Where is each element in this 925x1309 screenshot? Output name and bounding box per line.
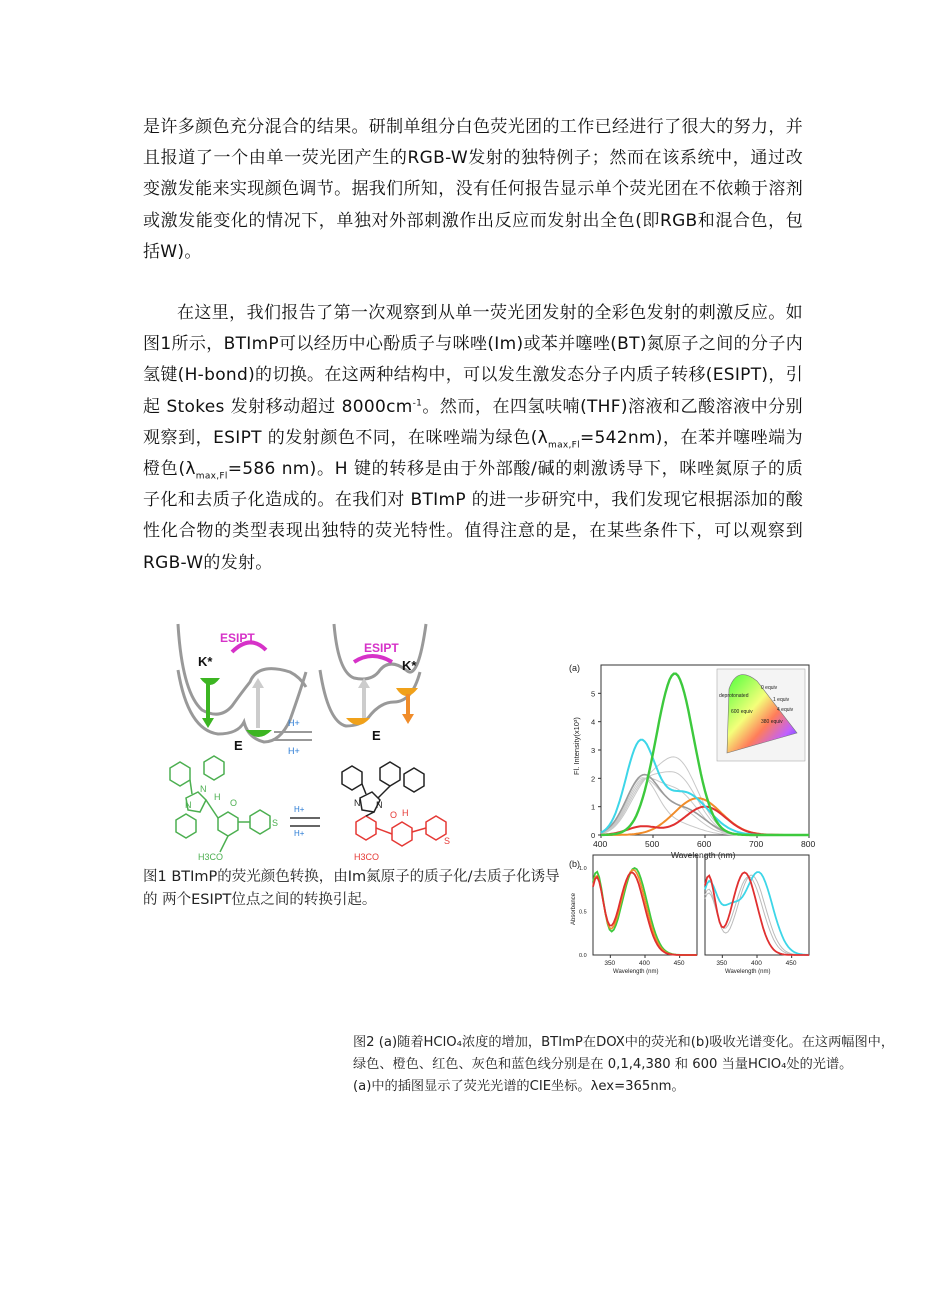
red-atom-o: O — [390, 810, 398, 820]
panel-a-ytick-label: 4 — [591, 717, 596, 727]
panel-b-ytick-label: 0.5 — [579, 909, 587, 916]
right-kstar-label: K* — [402, 658, 417, 673]
panel-a-ytick-label: 5 — [591, 689, 596, 699]
panel-a-xtick-label: 500 — [645, 839, 660, 849]
red-atom-n2: N — [376, 800, 383, 810]
figure-1-caption: 图1 BTImP的荧光颜色转换，由Im氮原子的质子化/去质子化诱导的 两个ESIPT位点之间的转换引起。 — [143, 869, 560, 908]
green-atom-s: S — [272, 818, 279, 828]
right-e-label: E — [372, 728, 381, 743]
right-esipt-arrow — [354, 656, 392, 662]
panel-b-xtick-label: 450 — [673, 960, 685, 967]
panel-a-label: (a) — [569, 663, 580, 673]
cie-label-0equiv: 0 equiv — [761, 685, 778, 691]
structure-proton-top: H+ — [294, 805, 305, 814]
panel-b-xtick-label: 350 — [716, 960, 728, 967]
paragraph-1: 是许多颜色充分混合的结果。研制单组分白色荧光团的工作已经进行了很大的努力，并且报道了一个由单一荧光团产生的RGB-W发射的独特例子；然而在该系统中，通过改变激发能来实现颜色调节。据我们所知，没有任何报告显示单个荧光团在不依赖于溶剂或激发能变化的情况下，单独对外部刺激作出反应而发射出全色(即RGB和混合色，包括W)。 — [143, 117, 803, 262]
panel-a-ytick-label: 1 — [591, 802, 596, 812]
green-atom-h: H — [214, 792, 221, 802]
panel-a-xtick-label: 400 — [593, 839, 608, 849]
right-orange-arrowhead — [402, 714, 414, 724]
panel-b-xtick-label: 450 — [785, 960, 797, 967]
green-atom-n1: N — [200, 784, 207, 794]
panel-b-xlabel: Wavelength (nm) — [613, 969, 659, 975]
red-structure — [356, 816, 446, 846]
panel-a-series-380equiv — [601, 775, 809, 835]
panel-b-xtick-label: 400 — [751, 960, 762, 967]
panel-b-label: (b) — [569, 859, 580, 869]
panel-b-right-red — [705, 872, 809, 955]
green-atom-n2: N — [185, 800, 192, 810]
red-atom-h: H — [402, 808, 409, 818]
cie-label-380equiv: 380 equiv — [761, 719, 783, 725]
panel-b-left-green — [593, 868, 697, 955]
figure-2-caption: 图2 (a)随着HClO₄浓度的增加，BTImP在DOX中的荧光和(b)吸收光谱变化。在这两幅图中，绿色、橙色、红色、灰色和蓝色线分别是在 0,1,4,380 和 600 当量HClO₄处的光谱。 (a)中的插图显示了荧光光谱的CIE坐标。λex=365nm。 — [353, 1035, 895, 1094]
panel-a-ytick-label: 3 — [591, 746, 596, 755]
left-kstar-label: K* — [198, 654, 213, 669]
panel-a-series-1equiv — [601, 798, 809, 835]
red-atom-s: S — [444, 836, 451, 846]
panel-b-xtick-label: 350 — [604, 960, 616, 967]
paragraph-2: 在这里，我们报告了第一次观察到从单一荧光团发射的全彩色发射的刺激反应。如图1所示，BTImP可以经历中心酚质子与咪唑(Im)或苯并噻唑(BT)氮原子之间的分子内氢键(H-bond)的切换。在这两种结构中，可以发生激发态分子内质子转移(ESIPT)，引起 Stokes 发射移动超过 $8000cm^{-1}$。然而，在四氢呋喃(THF)溶液和乙酸溶液中分别观察到，ESIPT 的发射颜色不同，在咪唑端为绿色$(\lambda_{max,Fl}=542nm)$，在苯并噻唑端为橙色($\lambda_{max,Fl}=586$ nm)。H 键的转移是由于外部酸/碱的刺激诱导下，咪唑氮原子的质子化和去质子化造成的。在我们对 BTImP 的进一步研究中，我们发现它根据添加的酸性化合物的类型表现出独特的荧光特性。值得注意的是，在某些条件下，可以观察到RGB-W的发射。 — [143, 303, 803, 573]
red-atom-n1: N — [354, 798, 361, 808]
panel-b-xtick-label: 400 — [639, 960, 650, 967]
proton-label-top: H+ — [288, 718, 300, 728]
green-atom-o: O — [230, 798, 238, 808]
panel-b-ytick-label: 0.0 — [579, 953, 587, 959]
left-gray-arrowhead — [252, 678, 264, 688]
panel-b-right-gray-1 — [705, 877, 809, 955]
cie-label-600equiv: 600 equiv — [731, 709, 753, 715]
panel-a-ytick-label: 2 — [591, 774, 596, 784]
panel-a-xtick-label: 800 — [801, 839, 816, 849]
panel-b-left-red — [593, 873, 697, 956]
panel-a-ylabel: Fl. Intensity(x10³) — [572, 717, 581, 775]
left-esipt-label: ESIPT — [220, 631, 255, 645]
panel-a-xtick-label: 700 — [749, 839, 764, 849]
panel-a-ytick-label: 0 — [591, 831, 596, 840]
proton-label-bottom: H+ — [288, 746, 300, 756]
cie-label-deprotonated: deprotonated — [719, 693, 749, 699]
figure-1 — [140, 622, 560, 862]
panel-b-xlabel: Wavelength (nm) — [725, 969, 771, 975]
cie-label-1equiv: 1 equiv — [773, 697, 790, 703]
panel-a-xlabel: Wavelength (nm) — [671, 850, 736, 860]
panel-b-right-gray-2 — [705, 875, 809, 955]
panel-b-ylabel: Absorbance — [571, 892, 577, 925]
red-methoxy: H3CO — [354, 852, 380, 862]
panel-b-right-cyan — [705, 872, 809, 955]
left-e-label: E — [234, 738, 243, 753]
structure-proton-bottom: H+ — [294, 829, 305, 838]
panel-b-left-orange — [593, 870, 697, 955]
panel-a-xtick-label: 600 — [697, 839, 712, 849]
panel-a-gray-series — [601, 772, 809, 835]
cie-label-4equiv: 4 equiv — [777, 707, 794, 713]
figure-2-chart — [565, 655, 825, 975]
right-esipt-label: ESIPT — [364, 641, 399, 655]
right-orange-ground-fill — [346, 718, 370, 725]
green-methoxy: H3CO — [198, 852, 224, 862]
panel-b-ytick-label: 1.0 — [579, 866, 587, 873]
